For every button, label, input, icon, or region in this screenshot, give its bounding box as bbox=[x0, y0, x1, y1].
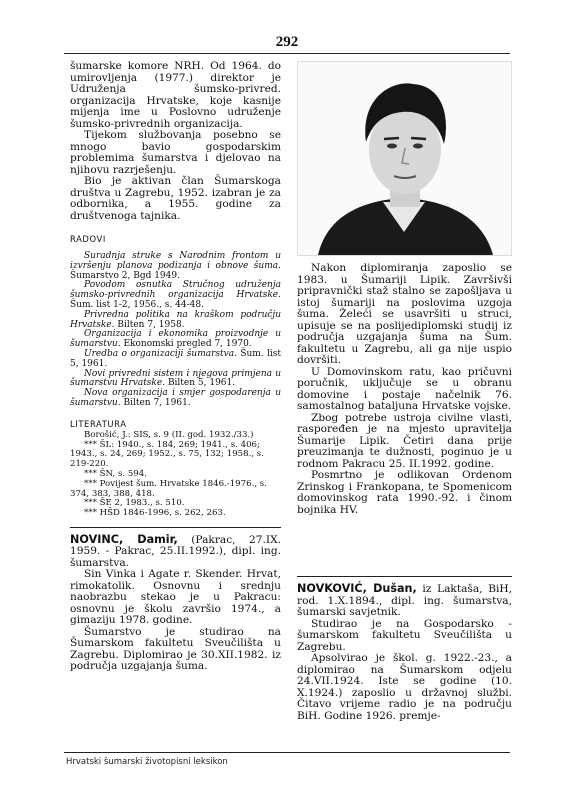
footer-rule bbox=[64, 752, 510, 753]
entry-novinc: NOVINC, Damir, (Pakrac, 27.IX. 1959. - Pakrac, 25.II.1992.), dipl. ing. šumarstva. bbox=[70, 532, 281, 569]
paragraph: Studirao je na Gospodarsko - šumarskom fakultetu Sveučilišta u Zagrebu. bbox=[297, 617, 512, 653]
paragraph: Posmrtno je odlikovan Ordenom Zrinskog i Frankopana, te Spomenicom domovinskog rata 1990.-92. i činom bojnika HV. bbox=[297, 469, 512, 516]
portrait-photo-image bbox=[298, 62, 511, 255]
list-item: Nova organizacija i smjer gospodarenja u šumarstvu. Bilten 7, 1961. bbox=[70, 388, 281, 408]
list-item: *** Povijest šum. Hrvatske 1846.-1976., s. 374, 383, 388, 418. bbox=[70, 478, 267, 499]
list-item: Suradnja struke s Narodnim frontom u izvršenju planova podizanja i obnove šuma. Šumarstvo 2, Bgd 1949. bbox=[70, 251, 281, 281]
entry-novkovic: NOVKOVIĆ, Dušan, iz Laktaša, BiH, rod. 1.X.1894., dipl. ing. šumarstva, šumarski savjetnik. bbox=[297, 582, 512, 618]
paragraph: Apsolvirao je škol. g. 1922.-23., a diplomirao na Šumarskom odjelu 24.VII.1924. Iste se godine (10. X.1924.) zaposlio u državnoj službi. Čitavo vrijeme radio je na području BiH. Godine 1926. premje- bbox=[297, 652, 512, 722]
right-column-entry bbox=[297, 558, 512, 722]
list-item: *** ŠN, s. 594. bbox=[84, 468, 147, 479]
page-number: 292 bbox=[275, 34, 299, 50]
list-item: Borošić, J.: SIS, s. 9 (II. god. 1932./33.) bbox=[84, 429, 254, 440]
list-item: Povodom osnutka Stručnog udruženja šumsko-privrednih organizacija Hrvatske. Šum. list 1-2, 1956., s. 44-48. bbox=[70, 280, 281, 310]
footer-text: Hrvatski šumarski životopisni leksikon bbox=[66, 757, 228, 767]
list-item: Novi privredni sistem i njegova primjena u šumarstvu Hrvatske. Bilten 5, 1961. bbox=[70, 368, 281, 389]
list-item: Privredna politika na kraškom području Hrvatske. Bilten 7, 1958. bbox=[70, 309, 281, 330]
portrait-photo bbox=[297, 61, 512, 256]
paragraph: Sin Vinka i Agate r. Skender. Hrvat, rimokatolik. Osnovnu i srednju naobrazbu stekao je u Pakracu: osnovnu je školu završio 1974., a gimaziju 1978. godine. bbox=[70, 568, 281, 627]
list-item: Uredba o organizaciji šumarstva. Šum. list 5, 1961. bbox=[70, 348, 281, 369]
entry-divider bbox=[70, 527, 281, 528]
literatura-list bbox=[70, 431, 281, 519]
paragraph: Bio je aktivan član Šumarskoga društva u Zagrebu, 1952. izabran je za odbornika, a 1955. godine za društvenoga tajnika. bbox=[70, 175, 281, 222]
list-item: *** HŠD 1846-1996, s. 262, 263. bbox=[84, 508, 226, 519]
list-item: *** ŠL: 1940., s. 184, 269; 1941., s. 406; 1943., s. 24, 269; 1952., s. 75, 132; 1958., s. 219-220. bbox=[70, 439, 264, 470]
literatura-heading: LITERATURA bbox=[70, 418, 127, 429]
list-item: *** ŠE 2, 1983., s. 510. bbox=[84, 498, 185, 509]
paragraph: Tijekom službovanja posebno se mnogo bavio gospodarskim problemima šumarstva i djelovao na njihovu razrješenju. bbox=[70, 129, 281, 176]
radovi-list bbox=[70, 252, 281, 409]
right-column-text bbox=[297, 263, 512, 516]
list-item: Organizacija i ekonomika proizvodnje u šumarstvu. Ekonomski pregled 7, 1970. bbox=[70, 329, 281, 350]
paragraph: Zbog potrebe ustroja civilne vlasti, raspoređen je na mjesto upravitelja Šumarije Lipik. Četiri dana prije preuzimanja te dužnosti, poginuo je u rodnom Pakracu 25. II.1992. godine. bbox=[297, 411, 512, 470]
entry-name: NOVINC, Damir, bbox=[70, 532, 178, 546]
entry-name: NOVKOVIĆ, Dušan, bbox=[297, 582, 417, 595]
paragraph: Šumarstvo je studirao na Šumarskom fakultetu Sveučilišta u Zagrebu. Diplomirao je 30.XII.1982. iz područja uzgajanja šuma. bbox=[70, 625, 281, 673]
left-column bbox=[70, 61, 281, 673]
paragraph: šumarske komore NRH. Od 1964. do umirovljenja (1977.) direktor je Udruženja šumsko-privred. organizacija Hrvatske, koje kasnije mijenja ime u Poslovno udruženje šumsko-privrednih organizacija. bbox=[70, 60, 281, 130]
entry-divider bbox=[297, 576, 512, 577]
paragraph: Nakon diplomiranja zaposlio se 1983. u Šumariji Lipik. Završivši pripravnički staž stalno se zapošljava u istoj šumariji na poslovima uzgoja šuma. Želeći se usavršiti u struci, upisuje se na poslijediplomski studij iz područja uzgajanja šuma na Šum. fakultetu u Zagrebu, ali ga nije uspio dovršiti. bbox=[297, 262, 512, 366]
header-rule bbox=[64, 53, 510, 54]
paragraph: U Domovinskom ratu, kao pričuvni poručnik, uključuje se u obranu domovine i postaje načelnik 76. samostalnog bataljuna Hrvatske vojske. bbox=[297, 365, 512, 412]
radovi-heading: RADOVI bbox=[70, 234, 106, 244]
